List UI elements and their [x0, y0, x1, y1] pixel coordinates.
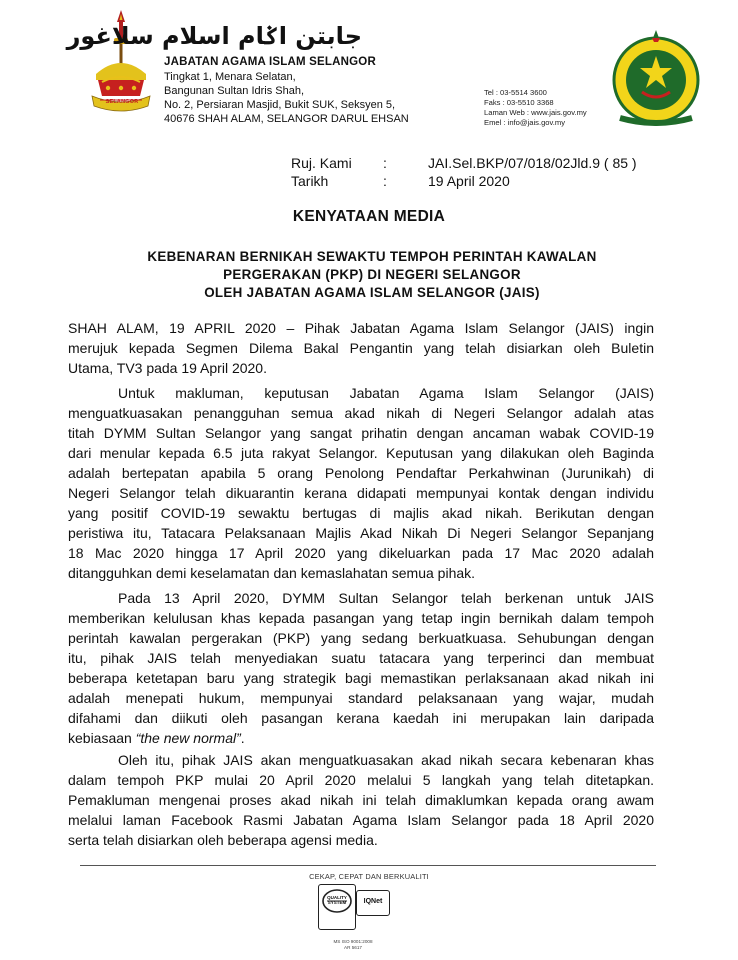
date-value: 19 April 2020	[428, 173, 510, 189]
iqnet-badge	[356, 890, 390, 916]
paragraph-line: SHAH ALAM, 19 APRIL 2020 – Pihak Jabatan Agama Islam Selangor (JAIS) ingin	[68, 320, 654, 336]
contact-email[interactable]: Emel : info@jais.gov.my	[484, 118, 565, 127]
ref-value: JAI.Sel.BKP/07/018/02Jld.9 ( 85 )	[428, 155, 637, 171]
paragraph-line: adalah bertepatan apabila 5 orang Penolong Pendaftar Perkahwinan (Jurunikah) di	[68, 465, 654, 481]
cert-caption-line-2: AR 5617	[344, 944, 362, 950]
paragraph-line: 18 Mac 2020 hingga 17 April 2020 yang dikeluarkan pada 17 Mac 2020 adalah	[68, 545, 654, 561]
paragraph-1	[68, 318, 654, 378]
paragraph-line: Oleh itu, pihak JAIS akan menguatkuasakan akad nikah secara kebenaran khas	[118, 752, 654, 768]
paragraph-line: Pada 13 April 2020, DYMM Sultan Selangor telah berkenan untuk JAIS	[118, 590, 654, 606]
contact-phone: Tel : 03-5514 3600	[484, 88, 547, 97]
iqnet-label: IQNet	[363, 898, 383, 905]
left-logo-caption: SELANGOR	[105, 99, 139, 105]
heading-line-1: KEBENARAN BERNIKAH SEWAKTU TEMPOH PERINTAH KAWALAN	[147, 249, 597, 264]
address-line-4: 40676 SHAH ALAM, SELANGOR DARUL EHSAN	[164, 113, 409, 125]
certification-badges	[316, 884, 390, 936]
paragraph-3	[68, 588, 654, 748]
paragraph-line: Untuk makluman, keputusan Jabatan Agama Islam Selangor (JAIS)	[118, 385, 654, 401]
footer-divider	[80, 865, 656, 866]
paragraph-line: titah DYMM Sultan Selangor yang sangat prihatin dengan ancaman wabak COVID-19	[68, 425, 654, 441]
date-label: Tarikh	[291, 173, 329, 189]
paragraph-line: yang positif COVID-19 sewaktu bertugas di majlis akad nikah. Berikutan dengan	[68, 505, 654, 521]
paragraph-line: Pemakluman mengenai proses akad nikah ini telah dimaklumkan kepada orang awam	[68, 792, 654, 808]
paragraph-line: menguatkuasakan penangguhan semua akad nikah di Negeri Selangor adalah atas	[68, 405, 654, 421]
last-line-suffix: .	[240, 730, 245, 746]
paragraph-line: adalah menepati hukum, mempunyai standard pelaksanaan yang wajar, mudah	[68, 690, 654, 706]
footer-motto: CEKAP, CEPAT DAN BERKUALITI	[309, 872, 429, 881]
paragraph-line: Negeri Selangor telah dikuarantin kerana didapati mempunyai kontak dengan individu	[68, 485, 654, 501]
paragraph-line: merujuk kepada Segmen Dilema Bakal Pengantin yang telah disiarkan oleh Buletin	[68, 340, 654, 356]
last-line-prefix: kebiasaan	[68, 730, 136, 746]
paragraph-line: itu, pihak JAIS telah menyediakan suatu tatacara yang terperinci dan membuat	[68, 650, 654, 666]
address-line-2: Bangunan Sultan Idris Shah,	[164, 85, 305, 97]
paragraph-line: beberapa ketetapan baru yang strategik bagi memastikan perlaksanaan akad nikah ini	[68, 670, 654, 686]
date-colon: :	[383, 173, 387, 189]
paragraph-last-line	[68, 728, 654, 748]
ref-colon: :	[383, 155, 387, 171]
paragraph-line: peristiwa itu, Tatacara Pelaksanaan Majlis Akad Nikah Di Negeri Selangor Sepanjang	[68, 525, 654, 541]
paragraph-line: dalam tempoh PKP mulai 20 April 2020 melalui 5 langkah yang telah ditetapkan.	[68, 772, 654, 788]
paragraph-line: memberikan kelulusan khas kepada pasangan yang tetap ingin bernikah dalam tempoh	[68, 610, 654, 626]
jais-emblem-logo	[606, 26, 706, 126]
quality-system-badge	[318, 884, 356, 930]
paragraph-line: difahami dan diikuti oleh pasangan kerana kaedah ini merupakan lain daripada	[68, 710, 654, 726]
org-name: JABATAN AGAMA ISLAM SELANGOR	[164, 56, 376, 68]
paragraph-line: ditangguhkan demi keselamatan dan kemaslahatan semua pihak.	[68, 565, 476, 581]
paragraph-line: serta telah disiarkan oleh beberapa agensi media.	[68, 832, 378, 848]
jawi-org-name: جابتن اݢام اسلام سلاغور	[66, 22, 362, 50]
quality-system-label: QUALITY SYSTEM	[327, 895, 347, 905]
paragraph-line: perintah kawalan pergerakan (PKP) yang sedang berkuatkuasa. Sehubungan dengan	[68, 630, 654, 646]
paragraph-line: dari menular kepada 6.5 juta rakyat Selangor. Keputusan yang dilakukan oleh Baginda	[68, 445, 654, 461]
certification-caption	[316, 939, 390, 950]
paragraph-2	[68, 383, 654, 583]
contact-website[interactable]: Laman Web : www.jais.gov.my	[484, 108, 587, 117]
heading-line-2: PERGERAKAN (PKP) DI NEGERI SELANGOR	[223, 267, 521, 282]
last-line-italic: “the new normal”	[135, 730, 241, 746]
address-line-3: No. 2, Persiaran Masjid, Bukit SUK, Seksyen 5,	[164, 99, 396, 111]
document-title: KENYATAAN MEDIA	[292, 208, 446, 225]
cert-caption-line-1: MS ISO 9001:2008	[333, 939, 373, 944]
ref-label: Ruj. Kami	[291, 155, 352, 171]
paragraph-line: melalui laman Facebook Rasmi Jabatan Agama Islam Selangor pada 18 April 2020	[68, 812, 654, 828]
paragraph-4	[68, 750, 654, 850]
heading-line-3: OLEH JABATAN AGAMA ISLAM SELANGOR (JAIS)	[204, 285, 540, 300]
contact-fax: Faks : 03-5510 3368	[484, 98, 554, 107]
paragraph-line: Utama, TV3 pada 19 April 2020.	[68, 360, 267, 376]
address-line-1: Tingkat 1, Menara Selatan,	[164, 71, 296, 83]
